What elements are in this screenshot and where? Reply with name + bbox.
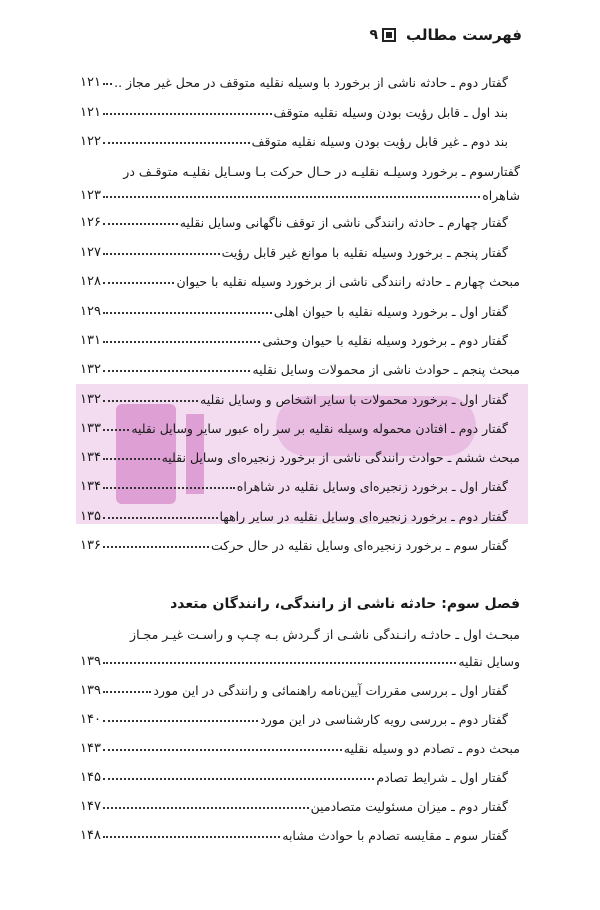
toc-entry-page: ۱۳۲ bbox=[80, 362, 101, 377]
dot-leader bbox=[103, 487, 235, 489]
header-square-icon bbox=[382, 28, 396, 42]
toc-entry-text: گفتار دوم ـ برخورد وسیله نقلیه با حیوان وحشی bbox=[262, 333, 508, 348]
toc-entry[interactable] bbox=[80, 529, 508, 553]
toc-entry-text: شاهراه bbox=[482, 188, 520, 203]
dot-leader bbox=[103, 458, 160, 460]
toc-entry[interactable] bbox=[80, 732, 520, 756]
toc-entry-text: مبحث ششم ـ حوادث رانندگی ناشی از برخورد زنجیره‌ای وسایل نقلیه bbox=[161, 450, 520, 465]
toc-entry[interactable] bbox=[80, 236, 508, 260]
toc-entry[interactable] bbox=[80, 295, 508, 319]
toc-entry-page: ۱۴۳ bbox=[80, 741, 101, 756]
page-header bbox=[72, 22, 522, 48]
toc-entry-text: وسایل نقلیه bbox=[458, 654, 520, 669]
toc-entry-text: گفتار دوم ـ برخورد زنجیره‌ای وسایل نقلیه در سایر راهها bbox=[219, 509, 508, 524]
toc-entry-page: ۱۴۰ bbox=[80, 712, 101, 727]
dot-leader bbox=[103, 83, 112, 85]
toc-entry[interactable] bbox=[80, 703, 508, 727]
toc-entry-text: گفتار دوم ـ بررسی رویه کارشناسی در این مورد bbox=[260, 712, 508, 727]
dot-leader bbox=[103, 429, 129, 431]
toc-entry-text: گفتار پنجم ـ برخورد وسیله نقلیه با موانع غیر قابل رؤیت bbox=[221, 245, 508, 260]
section-title: فصل سوم: حادثه ناشی از رانندگی، رانندگان متعدد bbox=[170, 596, 520, 612]
dot-leader bbox=[103, 749, 342, 751]
toc-entry-wrap-line1[interactable] bbox=[80, 618, 520, 642]
toc-entry[interactable] bbox=[80, 761, 508, 785]
dot-leader bbox=[103, 253, 220, 255]
toc-entry-text: گفتار اول ـ بررسی مقررات آیین‌نامه راهنمائی و رانندگی در این مورد bbox=[153, 683, 508, 698]
dot-leader bbox=[103, 312, 272, 314]
dot-leader bbox=[103, 400, 198, 402]
toc-entry-text: مبحث دوم ـ تصادم دو وسیله نقلیه bbox=[343, 741, 520, 756]
toc-entry-page: ۱۳۵ bbox=[80, 509, 101, 524]
toc-entry-page: ۱۲۱ bbox=[80, 105, 101, 120]
toc-entry-text: بند دوم ـ غیر قابل رؤیت بودن وسیله نقلیه متوقف bbox=[251, 134, 508, 149]
toc-entry-text: گفتار چهارم ـ حادثه رانندگی ناشی از توقف ناگهانی وسایل نقلیه bbox=[179, 215, 508, 230]
toc-entry[interactable] bbox=[80, 265, 520, 289]
toc-entry-page: ۱۲۲ bbox=[80, 134, 101, 149]
toc-entry-page: ۱۲۸ bbox=[80, 274, 101, 289]
toc-entry-text: گفتار اول ـ شرایط تصادم bbox=[376, 770, 508, 785]
toc-entry[interactable] bbox=[80, 470, 508, 494]
toc-entry-text: گفتار دوم ـ میزان مسئولیت متصادمین bbox=[310, 799, 508, 814]
toc-entry-page: ۱۳۹ bbox=[80, 654, 101, 669]
toc-entry-page: ۱۳۶ bbox=[80, 538, 101, 553]
toc-entry[interactable] bbox=[80, 819, 508, 843]
header-page-number: ۹ bbox=[369, 27, 379, 43]
toc-entry-text: گفتار دوم ـ حادثه ناشی از برخورد با وسیله نقلیه متوقف در محل غیر مجاز .. bbox=[114, 75, 508, 90]
toc-entry-text: مبحث چهارم ـ حادثه رانندگی ناشی از برخورد وسیله نقلیه با حیوان bbox=[176, 274, 520, 289]
toc-entry-page: ۱۳۲ bbox=[80, 392, 101, 407]
toc-entry[interactable] bbox=[80, 206, 508, 230]
dot-leader bbox=[103, 807, 309, 809]
dot-leader bbox=[103, 370, 250, 372]
dot-leader bbox=[103, 546, 209, 548]
dot-leader bbox=[103, 778, 374, 780]
toc-entry-page: ۱۳۴ bbox=[80, 450, 101, 465]
toc-entry-text: گفتار دوم ـ افتادن محموله وسیله نقلیه بر سر راه عبور سایر وسایل نقلیه bbox=[131, 421, 508, 436]
toc-entry[interactable] bbox=[80, 383, 508, 407]
toc-entry-wrap-line2[interactable] bbox=[80, 645, 520, 669]
toc-entry[interactable] bbox=[80, 125, 508, 149]
dot-leader bbox=[103, 662, 456, 664]
toc-entry-text: گفتار اول ـ برخورد محمولات با سایر اشخاص و وسایل نقلیه bbox=[200, 392, 508, 407]
toc-entry-page: ۱۴۷ bbox=[80, 799, 101, 814]
toc-entry-text: گفتار سوم ـ مقایسه تصادم با حوادث مشابه bbox=[282, 828, 508, 843]
toc-entry-text: گفتار اول ـ برخورد وسیله نقلیه با حیوان اهلی bbox=[273, 304, 508, 319]
dot-leader bbox=[103, 282, 175, 284]
toc-entry[interactable] bbox=[80, 66, 508, 90]
toc-entry[interactable] bbox=[80, 500, 508, 524]
header-title: فهرست مطالب bbox=[406, 26, 522, 44]
toc-entry-page: ۱۲۹ bbox=[80, 304, 101, 319]
dot-leader bbox=[103, 691, 151, 693]
toc-entry-wrap-line1[interactable] bbox=[80, 155, 520, 179]
dot-leader bbox=[103, 113, 272, 115]
toc-entry[interactable] bbox=[80, 441, 520, 465]
toc-entry-text: مبحـث اول ـ حادثـه رانـندگی ناشـی از گـردش بـه چـپ و راسـت غیـر مجـاز bbox=[130, 627, 520, 642]
toc-entry-page: ۱۴۸ bbox=[80, 828, 101, 843]
toc-entry-text: بند اول ـ قابل رؤیت بودن وسیله نقلیه متوقف bbox=[273, 105, 508, 120]
toc-entry[interactable] bbox=[80, 412, 508, 436]
toc-entry-page: ۱۳۱ bbox=[80, 333, 101, 348]
toc-entry[interactable] bbox=[80, 674, 508, 698]
toc-entry[interactable] bbox=[80, 790, 508, 814]
toc-entry-text: گفتارسوم ـ برخورد وسیلـه نقلیـه در حـال حرکت بـا وسـایل نقلیـه متوقـف در bbox=[123, 164, 520, 179]
dot-leader bbox=[103, 196, 480, 198]
dot-leader bbox=[103, 223, 178, 225]
toc-entry-page: ۱۴۵ bbox=[80, 770, 101, 785]
dot-leader bbox=[103, 517, 218, 519]
toc-entry[interactable] bbox=[80, 96, 508, 120]
toc-entry-page: ۱۳۹ bbox=[80, 683, 101, 698]
dot-leader bbox=[103, 720, 258, 722]
toc-entry[interactable] bbox=[80, 353, 520, 377]
toc-entry-page: ۱۲۱ bbox=[80, 75, 101, 90]
dot-leader bbox=[103, 341, 260, 343]
dot-leader bbox=[103, 836, 280, 838]
toc-entry-page: ۱۳۴ bbox=[80, 479, 101, 494]
toc-entry-text: مبحث پنجم ـ حوادث ناشی از محمولات وسایل نقلیه bbox=[252, 362, 520, 377]
toc-entry-page: ۱۲۳ bbox=[80, 188, 101, 203]
toc-entry-text: گفتار سوم ـ برخورد زنجیره‌ای وسایل نقلیه در حال حرکت bbox=[211, 538, 508, 553]
toc-entry[interactable] bbox=[80, 324, 508, 348]
toc-entry-page: ۱۲۷ bbox=[80, 245, 101, 260]
dot-leader bbox=[103, 142, 250, 144]
toc-entry-wrap-line2[interactable] bbox=[80, 179, 520, 203]
toc-entry-page: ۱۳۳ bbox=[80, 421, 101, 436]
toc-entry-text: گفتار اول ـ برخورد زنجیره‌ای وسایل نقلیه در شاهراه bbox=[236, 479, 508, 494]
toc-entry-page: ۱۲۶ bbox=[80, 215, 101, 230]
